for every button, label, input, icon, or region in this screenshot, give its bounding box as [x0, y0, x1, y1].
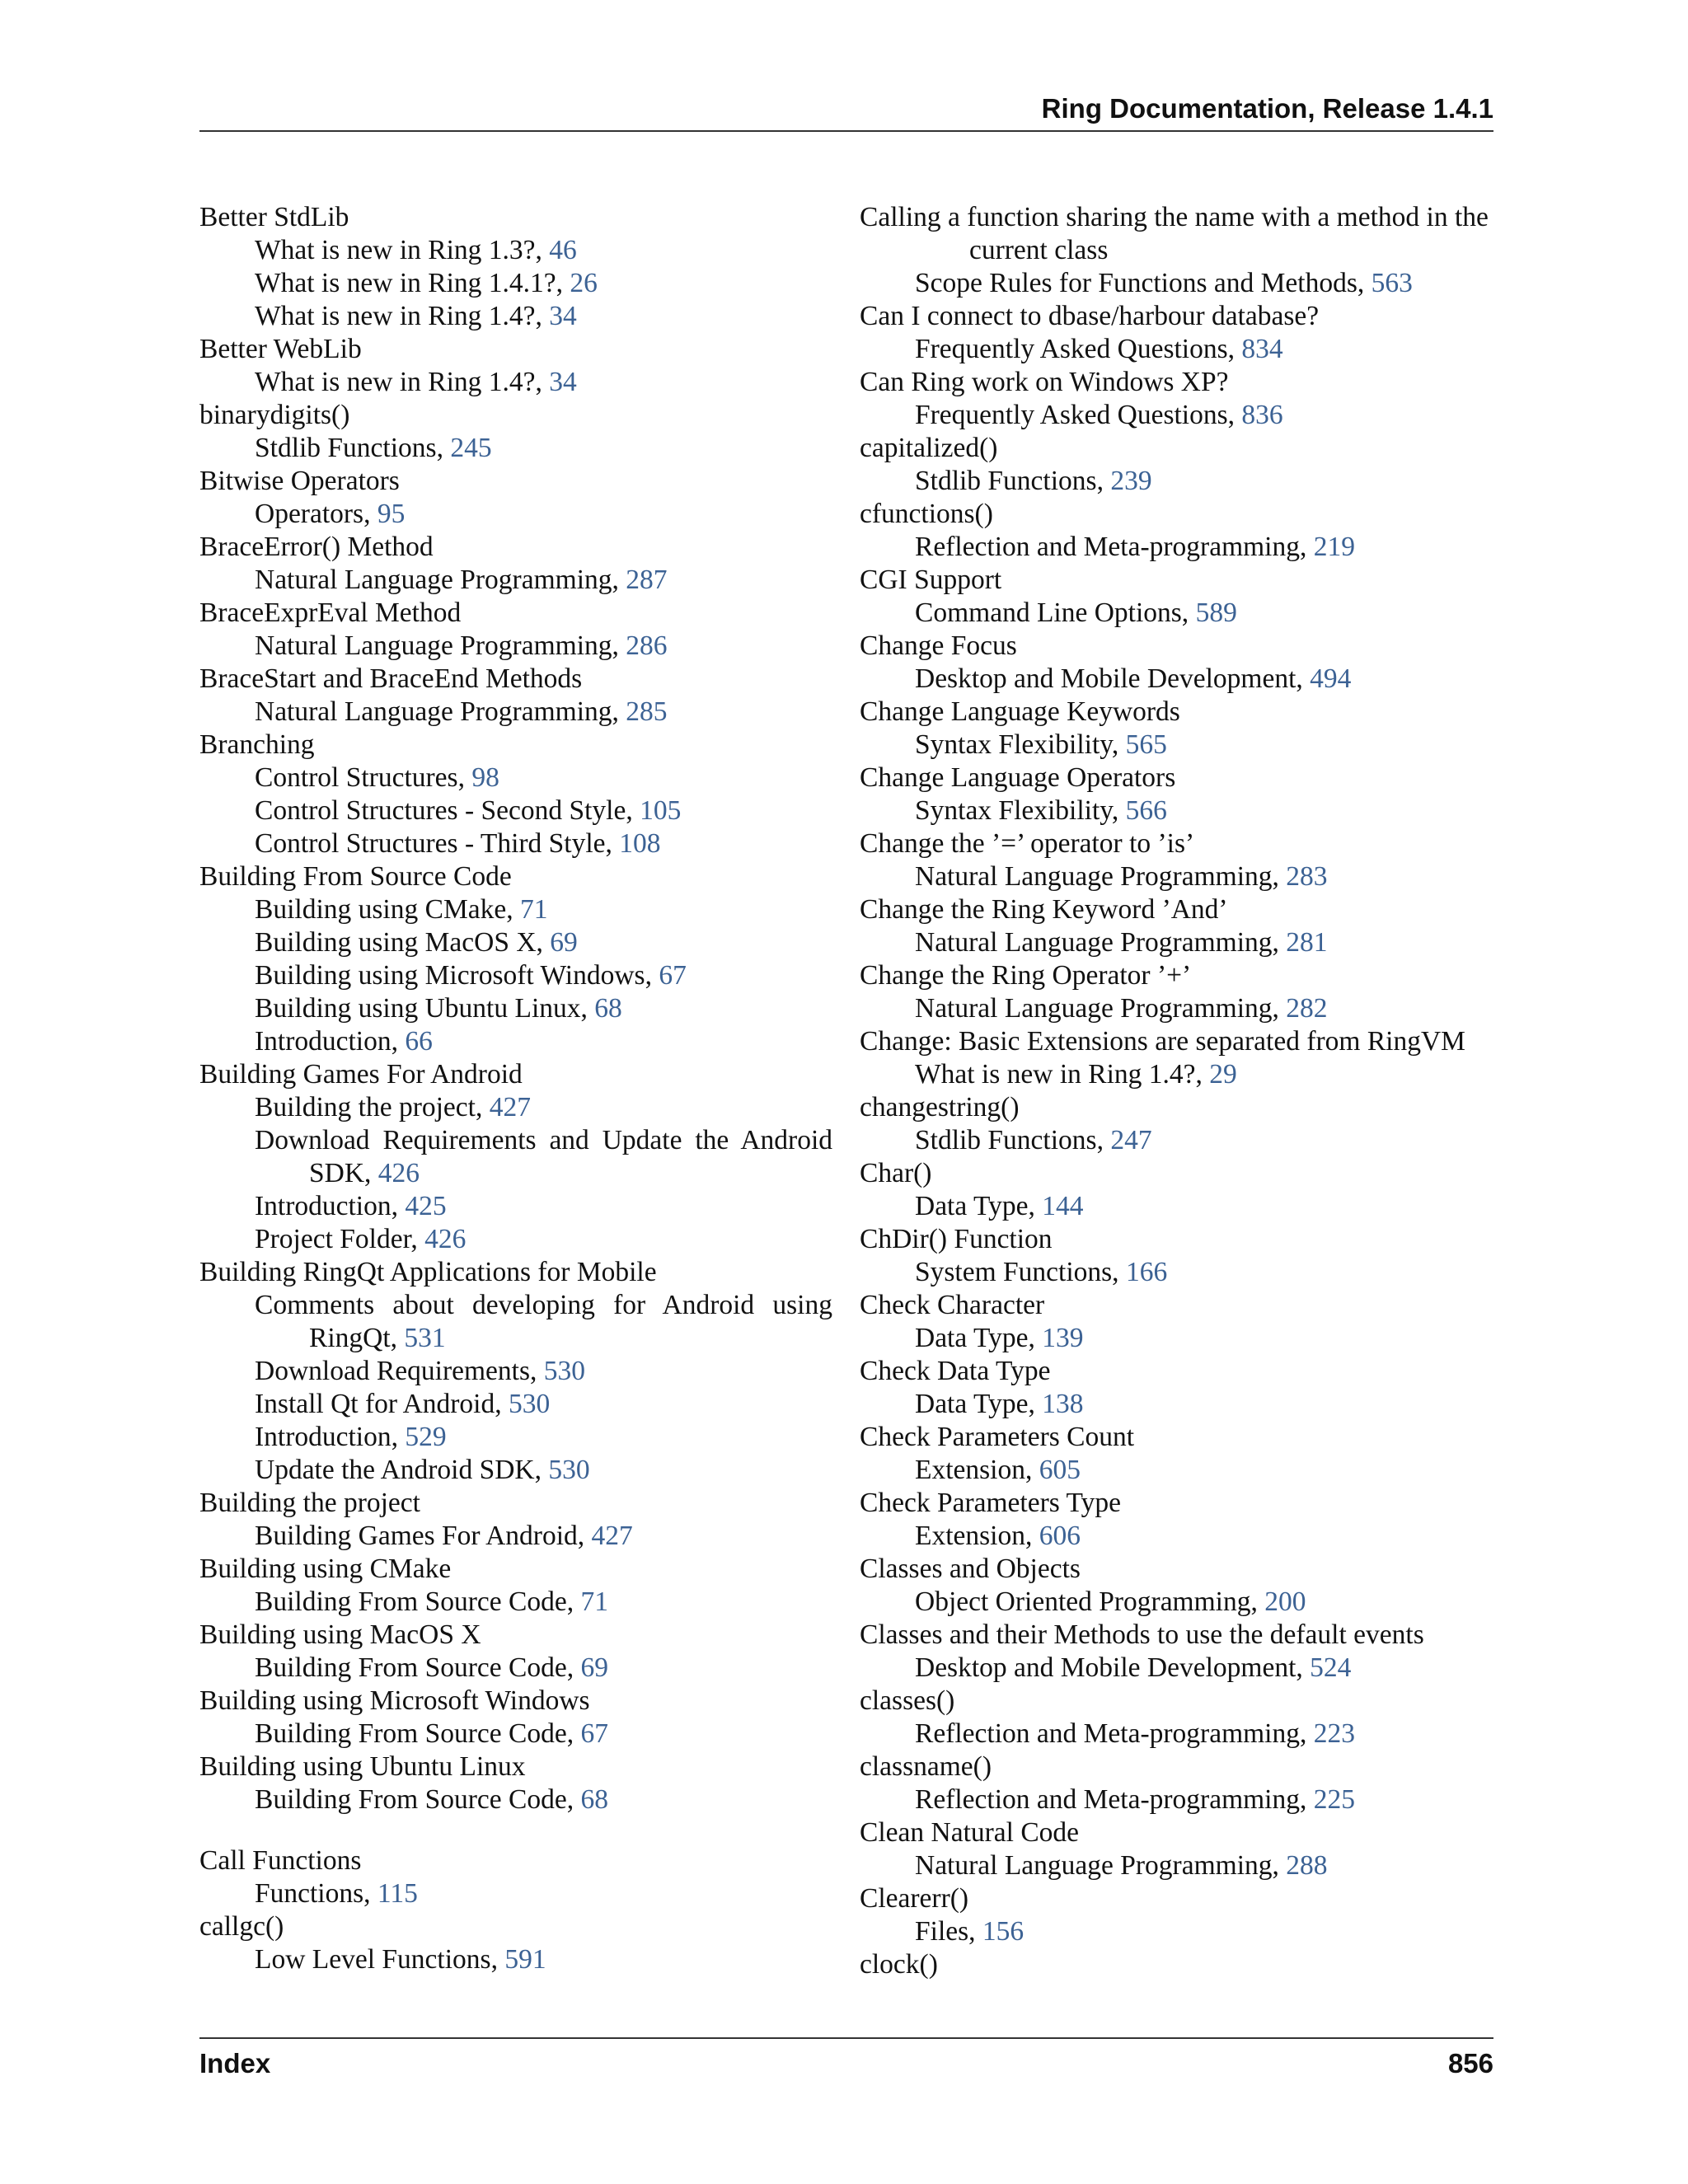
subentry-label: Building using CMake,: [255, 894, 520, 925]
index-subentry: [199, 1586, 832, 1619]
subentry-label: Extension,: [915, 1521, 1039, 1551]
subentry-label: Low Level Functions,: [255, 1944, 505, 1975]
index-subentry: [199, 432, 832, 465]
page-reference-link[interactable]: 427: [489, 1092, 531, 1122]
page-reference-link[interactable]: 426: [377, 1158, 420, 1188]
index-term: Better StdLib: [199, 202, 349, 232]
index-subentry: [860, 926, 1494, 959]
page-reference-link[interactable]: 67: [580, 1718, 608, 1749]
index-subentry: [199, 1289, 832, 1355]
index-subentry: [199, 1520, 832, 1553]
index-subentry: [199, 498, 832, 531]
page-reference-link[interactable]: 34: [549, 367, 577, 397]
index-subentry: [860, 1058, 1494, 1091]
subentry-label: Building From Source Code,: [255, 1652, 581, 1683]
index-subentry: [199, 630, 832, 663]
index-term: Change: Basic Extensions are separated from RingVM: [860, 1026, 1465, 1057]
index-term: Building From Source Code: [199, 861, 512, 892]
page-reference-link[interactable]: 281: [1286, 927, 1328, 958]
page-reference-link[interactable]: 144: [1042, 1191, 1084, 1221]
subentry-label: Install Qt for Android,: [255, 1389, 509, 1419]
page-reference-link[interactable]: 530: [543, 1356, 586, 1386]
page-reference-link[interactable]: 282: [1286, 993, 1328, 1024]
subentry-label: Introduction,: [255, 1191, 406, 1221]
index-subentry: [199, 300, 832, 333]
index-subentry: [860, 267, 1494, 300]
index-subentry: [199, 1355, 832, 1388]
index-term: Building RingQt Applications for Mobile: [199, 1257, 657, 1287]
subentry-label: Building From Source Code,: [255, 1718, 581, 1749]
index-term: Building Games For Android: [199, 1059, 523, 1090]
page-reference-link[interactable]: 225: [1313, 1784, 1355, 1815]
page-reference-link[interactable]: 66: [405, 1026, 433, 1057]
page-reference-link[interactable]: 426: [424, 1224, 467, 1254]
page-reference-link[interactable]: 605: [1039, 1455, 1081, 1485]
index-subentry: [860, 729, 1494, 762]
subentry-label: What is new in Ring 1.3?,: [255, 235, 550, 265]
subentry-label: What is new in Ring 1.4.1?,: [255, 268, 570, 298]
index-subentry: [199, 992, 832, 1025]
index-subentry: [199, 1091, 832, 1124]
index-subentry: [860, 1718, 1494, 1750]
page-reference-link[interactable]: 69: [550, 927, 578, 958]
page-reference-link[interactable]: 26: [570, 268, 598, 298]
subentry-label: System Functions,: [915, 1257, 1126, 1287]
subentry-label: Data Type,: [915, 1389, 1043, 1419]
subentry-label: What is new in Ring 1.4?,: [255, 367, 550, 397]
page-reference-link[interactable]: 108: [619, 828, 661, 859]
page-reference-link[interactable]: 115: [377, 1878, 418, 1909]
index-term: Better WebLib: [199, 334, 362, 364]
index-term: Clean Natural Code: [860, 1817, 1080, 1848]
subentry-label: Reflection and Meta-programming,: [915, 1718, 1314, 1749]
index-subentry: [199, 794, 832, 827]
index-subentry: [199, 926, 832, 959]
index-term: Char(): [860, 1158, 932, 1188]
index-subentry: [860, 1190, 1494, 1223]
subentry-label: Syntax Flexibility,: [915, 795, 1126, 826]
subentry-label: Building the project,: [255, 1092, 490, 1122]
subentry-label: Introduction,: [255, 1422, 406, 1452]
index-term: Building using Ubuntu Linux: [199, 1751, 526, 1782]
page-number: 856: [1447, 2048, 1493, 2079]
index-subentry: [199, 1421, 832, 1454]
subentry-label: Natural Language Programming,: [255, 565, 626, 595]
subentry-label: What is new in Ring 1.4?,: [915, 1059, 1210, 1090]
subentry-label: Reflection and Meta-programming,: [915, 532, 1314, 562]
index-term: Change Language Operators: [860, 762, 1176, 793]
index-term: binarydigits(): [199, 400, 350, 430]
subentry-label: Control Structures - Third Style,: [255, 828, 620, 859]
subentry-label: Desktop and Mobile Development,: [915, 663, 1311, 694]
subentry-label: Object Oriented Programming,: [915, 1586, 1265, 1617]
subentry-label: Functions,: [255, 1878, 377, 1909]
index-subentry: [860, 1849, 1494, 1882]
entry-spacer: [199, 1816, 832, 1844]
subentry-label: Comments about developing for Android using RingQt,: [255, 1290, 832, 1353]
page-footer: [199, 2037, 1493, 2087]
page-reference-link[interactable]: 166: [1125, 1257, 1168, 1287]
index-term: Change the Ring Operator ’+’: [860, 960, 1192, 991]
subentry-label: Natural Language Programming,: [915, 1850, 1287, 1881]
index-subentry: [199, 1124, 832, 1190]
index-subentry: [860, 1124, 1494, 1157]
page-reference-link[interactable]: 565: [1125, 729, 1167, 760]
subentry-label: Update the Android SDK,: [255, 1455, 549, 1485]
index-subentry: [199, 1718, 832, 1750]
subentry-label: Building using Microsoft Windows,: [255, 960, 659, 991]
page-reference-link[interactable]: 286: [626, 630, 668, 661]
index-term: CGI Support: [860, 565, 1002, 595]
page-reference-link[interactable]: 606: [1039, 1521, 1081, 1551]
page-reference-link[interactable]: 836: [1241, 400, 1283, 430]
index-subentry: [860, 1388, 1494, 1421]
subentry-label: Natural Language Programming,: [915, 927, 1287, 958]
subentry-label: Natural Language Programming,: [255, 696, 626, 727]
page-reference-link[interactable]: 283: [1286, 861, 1328, 892]
index-subentry: [199, 267, 832, 300]
index-subentry: [199, 893, 832, 926]
page-reference-link[interactable]: 138: [1042, 1389, 1084, 1419]
index-subentry: [199, 1943, 832, 1976]
index-term: clock(): [860, 1949, 938, 1980]
subentry-label: Building using Ubuntu Linux,: [255, 993, 595, 1024]
index-subentry: [199, 1190, 832, 1223]
page-reference-link[interactable]: 287: [626, 565, 668, 595]
index-subentry: [199, 696, 832, 729]
page-reference-link[interactable]: 563: [1371, 268, 1413, 298]
index-term: Classes and Objects: [860, 1554, 1081, 1584]
index-column-right: [860, 201, 1494, 1981]
page-reference-link[interactable]: 105: [640, 795, 682, 826]
index-subentry: [199, 564, 832, 597]
footer-section-label: Index: [199, 2048, 271, 2079]
index-subentry: [199, 1652, 832, 1685]
page-reference-link[interactable]: 529: [405, 1422, 447, 1452]
index-subentry: [860, 1454, 1494, 1487]
page-reference-link[interactable]: 530: [508, 1389, 551, 1419]
index-term: Check Data Type: [860, 1356, 1051, 1386]
index-subentry: [199, 1025, 832, 1058]
index-subentry: [199, 1877, 832, 1910]
page-reference-link[interactable]: 71: [519, 894, 548, 925]
subentry-label: Syntax Flexibility,: [915, 729, 1126, 760]
page-reference-link[interactable]: 566: [1125, 795, 1167, 826]
page-reference-link[interactable]: 530: [548, 1455, 590, 1485]
index-subentry: [860, 1256, 1494, 1289]
index-term: Change Language Keywords: [860, 696, 1180, 727]
page-reference-link[interactable]: 427: [591, 1521, 633, 1551]
index-subentry: [199, 366, 832, 399]
page-reference-link[interactable]: 425: [405, 1191, 447, 1221]
index-subentry: [199, 959, 832, 992]
page-reference-link[interactable]: 95: [377, 499, 406, 529]
index-subentry: [860, 794, 1494, 827]
subentry-label: Stdlib Functions,: [915, 1125, 1111, 1155]
document-title: Ring Documentation, Release 1.4.1: [1041, 93, 1493, 124]
subentry-label: Frequently Asked Questions,: [915, 400, 1242, 430]
index-term: Clearerr(): [860, 1883, 969, 1914]
index-term: Classes and their Methods to use the default events: [860, 1619, 1424, 1650]
index-subentry: [860, 597, 1494, 630]
subentry-label: Desktop and Mobile Development,: [915, 1652, 1311, 1683]
index-subentry: [199, 1783, 832, 1816]
index-subentry: [860, 663, 1494, 696]
subentry-label: Control Structures,: [255, 762, 472, 793]
page-reference-link[interactable]: 589: [1195, 598, 1237, 628]
subentry-label: Command Line Options,: [915, 598, 1196, 628]
subentry-label: Building Games For Android,: [255, 1521, 592, 1551]
subentry-label: Building using MacOS X,: [255, 927, 551, 958]
subentry-label: Natural Language Programming,: [255, 630, 626, 661]
index-term: Building using MacOS X: [199, 1619, 481, 1650]
subentry-label: Building From Source Code,: [255, 1586, 581, 1617]
subentry-label: Files,: [915, 1916, 982, 1947]
index-term: Check Character: [860, 1290, 1045, 1320]
subentry-label: Operators,: [255, 499, 377, 529]
index-term: classname(): [860, 1751, 992, 1782]
page-reference-link[interactable]: 68: [580, 1784, 608, 1815]
page-reference-link[interactable]: 69: [580, 1652, 608, 1683]
page-reference-link[interactable]: 68: [594, 993, 622, 1024]
index-subentry: [860, 333, 1494, 366]
index-term: Building the project: [199, 1488, 420, 1518]
index-subentry: [199, 827, 832, 860]
index-term: Call Functions: [199, 1845, 362, 1876]
page-reference-link[interactable]: 46: [549, 235, 577, 265]
page-reference-link[interactable]: 71: [580, 1586, 608, 1617]
index-subentry: [860, 1652, 1494, 1685]
page-reference-link[interactable]: 34: [549, 301, 577, 331]
index-subentry: [860, 992, 1494, 1025]
subentry-label: Scope Rules for Functions and Methods,: [915, 268, 1372, 298]
page-reference-link[interactable]: 247: [1110, 1125, 1152, 1155]
index-term: Calling a function sharing the name with a method in the current class: [860, 202, 1489, 265]
index-subentry: [199, 1454, 832, 1487]
page-reference-link[interactable]: 156: [982, 1916, 1025, 1947]
page-reference-link[interactable]: 245: [450, 433, 492, 463]
index-term: BraceStart and BraceEnd Methods: [199, 663, 583, 694]
index-subentry: [860, 860, 1494, 893]
index-term: Building using Microsoft Windows: [199, 1685, 590, 1716]
subentry-label: Stdlib Functions,: [255, 433, 451, 463]
page-reference-link[interactable]: 219: [1313, 532, 1355, 562]
index-term: callgc(): [199, 1911, 284, 1942]
index-subentry: [860, 1520, 1494, 1553]
page-reference-link[interactable]: 524: [1310, 1652, 1352, 1683]
index-term: Change Focus: [860, 630, 1017, 661]
page-reference-link[interactable]: 29: [1209, 1059, 1237, 1090]
page-reference-link[interactable]: 285: [626, 696, 668, 727]
index-term: Can Ring work on Windows XP?: [860, 367, 1229, 397]
page-reference-link[interactable]: 494: [1310, 663, 1352, 694]
index-subentry: [860, 1915, 1494, 1948]
index-subentry: [860, 531, 1494, 564]
page-reference-link[interactable]: 200: [1264, 1586, 1306, 1617]
index-column-left: [199, 201, 832, 1976]
subentry-label: Download Requirements,: [255, 1356, 544, 1386]
index-term: Change the ’=’ operator to ’is’: [860, 828, 1195, 859]
index-term: BraceExprEval Method: [199, 598, 462, 628]
subentry-label: Frequently Asked Questions,: [915, 334, 1242, 364]
subentry-label: Project Folder,: [255, 1224, 425, 1254]
subentry-label: Data Type,: [915, 1323, 1043, 1353]
page-reference-link[interactable]: 288: [1286, 1850, 1328, 1881]
subentry-label: Reflection and Meta-programming,: [915, 1784, 1314, 1815]
subentry-label: Data Type,: [915, 1191, 1043, 1221]
subentry-label: Control Structures - Second Style,: [255, 795, 640, 826]
page-header: [199, 92, 1493, 132]
subentry-label: What is new in Ring 1.4?,: [255, 301, 550, 331]
index-term: Bitwise Operators: [199, 466, 400, 496]
index-term: Building using CMake: [199, 1554, 452, 1584]
page-reference-link[interactable]: 98: [471, 762, 499, 793]
page-reference-link[interactable]: 531: [404, 1323, 446, 1353]
index-subentry: [199, 1388, 832, 1421]
index-subentry: [860, 1322, 1494, 1355]
index-term: Check Parameters Type: [860, 1488, 1122, 1518]
index-term: BraceError() Method: [199, 532, 434, 562]
subentry-label: Natural Language Programming,: [915, 861, 1287, 892]
index-term: changestring(): [860, 1092, 1020, 1122]
index-term: Can I connect to dbase/harbour database?: [860, 301, 1320, 331]
index-subentry: [199, 762, 832, 794]
subentry-label: Stdlib Functions,: [915, 466, 1111, 496]
page-reference-link[interactable]: 591: [504, 1944, 546, 1975]
index-term: Change the Ring Keyword ’And’: [860, 894, 1228, 925]
subentry-label: Natural Language Programming,: [915, 993, 1287, 1024]
index-subentry: [199, 1223, 832, 1256]
index-term: classes(): [860, 1685, 955, 1716]
page-reference-link[interactable]: 239: [1110, 466, 1152, 496]
index-subentry: [860, 465, 1494, 498]
index-term: cfunctions(): [860, 499, 993, 529]
index-term: capitalized(): [860, 433, 998, 463]
index-subentry: [860, 399, 1494, 432]
subentry-label: Extension,: [915, 1455, 1039, 1485]
page-reference-link[interactable]: 834: [1241, 334, 1283, 364]
subentry-label: Download Requirements and Update the Android SDK,: [255, 1125, 832, 1188]
subentry-label: Introduction,: [255, 1026, 406, 1057]
index-term: Branching: [199, 729, 315, 760]
index-term: Check Parameters Count: [860, 1422, 1135, 1452]
index-subentry: [860, 1586, 1494, 1619]
page-reference-link[interactable]: 67: [659, 960, 687, 991]
index-term: ChDir() Function: [860, 1224, 1053, 1254]
index-subentry: [199, 234, 832, 267]
page-reference-link[interactable]: 139: [1042, 1323, 1084, 1353]
page-reference-link[interactable]: 223: [1313, 1718, 1355, 1749]
subentry-label: Building From Source Code,: [255, 1784, 581, 1815]
index-subentry: [860, 1783, 1494, 1816]
